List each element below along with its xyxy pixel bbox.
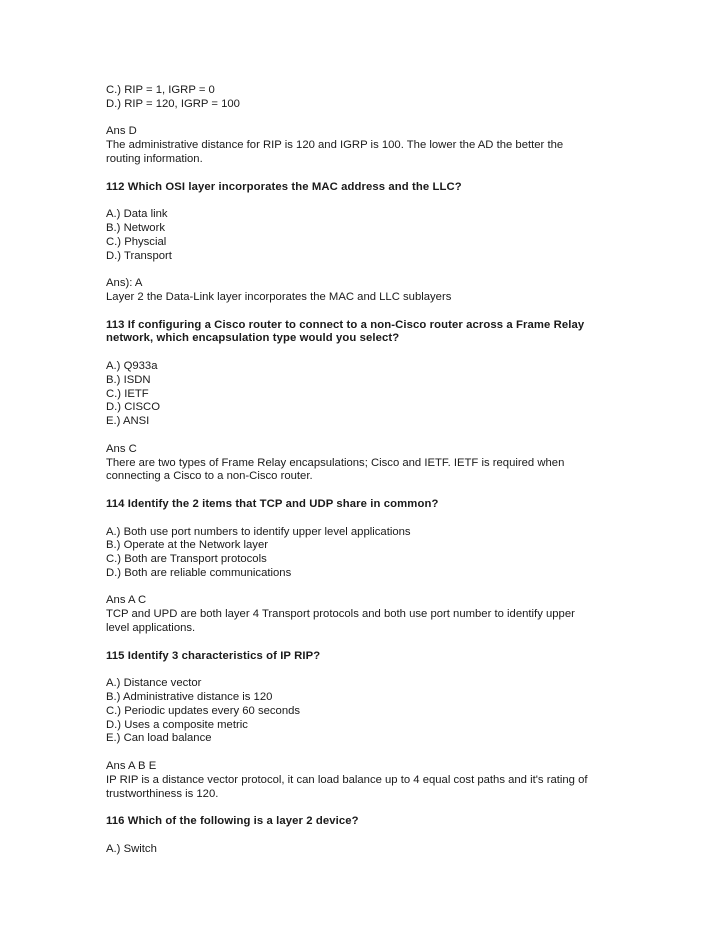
text-line: B.) Operate at the Network layer — [106, 539, 268, 552]
question-heading: network, which encapsulation type would you select? — [106, 332, 400, 345]
text-line: B.) Administrative distance is 120 — [106, 691, 273, 704]
text-line: level applications. — [106, 622, 196, 635]
text-line: B.) ISDN — [106, 373, 151, 386]
text-line: D.) Transport — [106, 249, 172, 262]
text-line: A.) Data link — [106, 208, 168, 221]
text-line: E.) Can load balance — [106, 732, 212, 745]
question-heading: 116 Which of the following is a layer 2 device? — [106, 815, 359, 828]
paragraph-spacer — [106, 636, 626, 650]
question-heading: 113 If configuring a Cisco router to connect to a non-Cisco router across a Frame Relay — [106, 318, 585, 331]
paragraph-spacer — [106, 801, 626, 815]
paragraph-spacer — [106, 663, 626, 677]
text-line: Ans D — [106, 125, 137, 138]
text-line: A.) Both use port numbers to identify upper level applications — [106, 525, 411, 538]
text-line: D.) Uses a composite metric — [106, 718, 248, 731]
text-line: Ans A B E — [106, 760, 157, 773]
text-line: Ans): A — [106, 277, 143, 290]
text-line: Ans C — [106, 442, 137, 455]
paragraph-spacer — [106, 112, 626, 126]
paragraph-spacer — [106, 263, 626, 277]
question-heading: 114 Identify the 2 items that TCP and UDP share in common? — [106, 497, 439, 510]
text-line: TCP and UPD are both layer 4 Transport protocols and both use port number to identify upper — [106, 608, 575, 621]
paragraph-spacer — [106, 829, 626, 843]
paragraph-spacer — [106, 305, 626, 319]
text-line: A.) Distance vector — [106, 677, 202, 690]
text-line: A.) Q933a — [106, 359, 158, 372]
text-line: Ans A C — [106, 594, 147, 607]
question-heading: 115 Identify 3 characteristics of IP RIP? — [106, 649, 321, 662]
text-line: C.) Periodic updates every 60 seconds — [106, 704, 301, 717]
text-line: routing information. — [106, 152, 203, 165]
text-line: C.) Both are Transport protocols — [106, 553, 267, 566]
paragraph-spacer — [106, 512, 626, 526]
paragraph-spacer — [106, 429, 626, 443]
paragraph-spacer — [106, 167, 626, 181]
text-line: C.) IETF — [106, 387, 149, 400]
text-line: Layer 2 the Data-Link layer incorporates the MAC and LLC sublayers — [106, 290, 452, 303]
text-line: C.) RIP = 1, IGRP = 0 — [106, 84, 215, 96]
text-line: The administrative distance for RIP is 120 and IGRP is 100. The lower the AD the better the — [106, 139, 564, 152]
paragraph-spacer — [106, 194, 626, 208]
text-line: A.) Switch — [106, 842, 157, 855]
text-line: C.) Physcial — [106, 235, 167, 248]
paragraph-spacer — [106, 746, 626, 760]
text-line: D.) RIP = 120, IGRP = 100 — [106, 97, 240, 110]
paragraph-spacer — [106, 581, 626, 595]
document-body — [106, 84, 626, 857]
question-heading: 112 Which OSI layer incorporates the MAC address and the LLC? — [106, 180, 462, 193]
text-line: connecting a Cisco to a non-Cisco router. — [106, 470, 313, 483]
text-line: B.) Network — [106, 221, 166, 234]
text-line: trustworthiness is 120. — [106, 787, 219, 800]
text-line: IP RIP is a distance vector protocol, it can load balance up to 4 equal cost paths and it's rating of — [106, 773, 588, 786]
text-line: D.) Both are reliable communications — [106, 566, 292, 579]
text-line: D.) CISCO — [106, 401, 160, 414]
text-line: There are two types of Frame Relay encapsulations; Cisco and IETF. IETF is required when — [106, 456, 565, 469]
paragraph-spacer — [106, 346, 626, 360]
text-line: E.) ANSI — [106, 415, 150, 428]
paragraph-spacer — [106, 484, 626, 498]
